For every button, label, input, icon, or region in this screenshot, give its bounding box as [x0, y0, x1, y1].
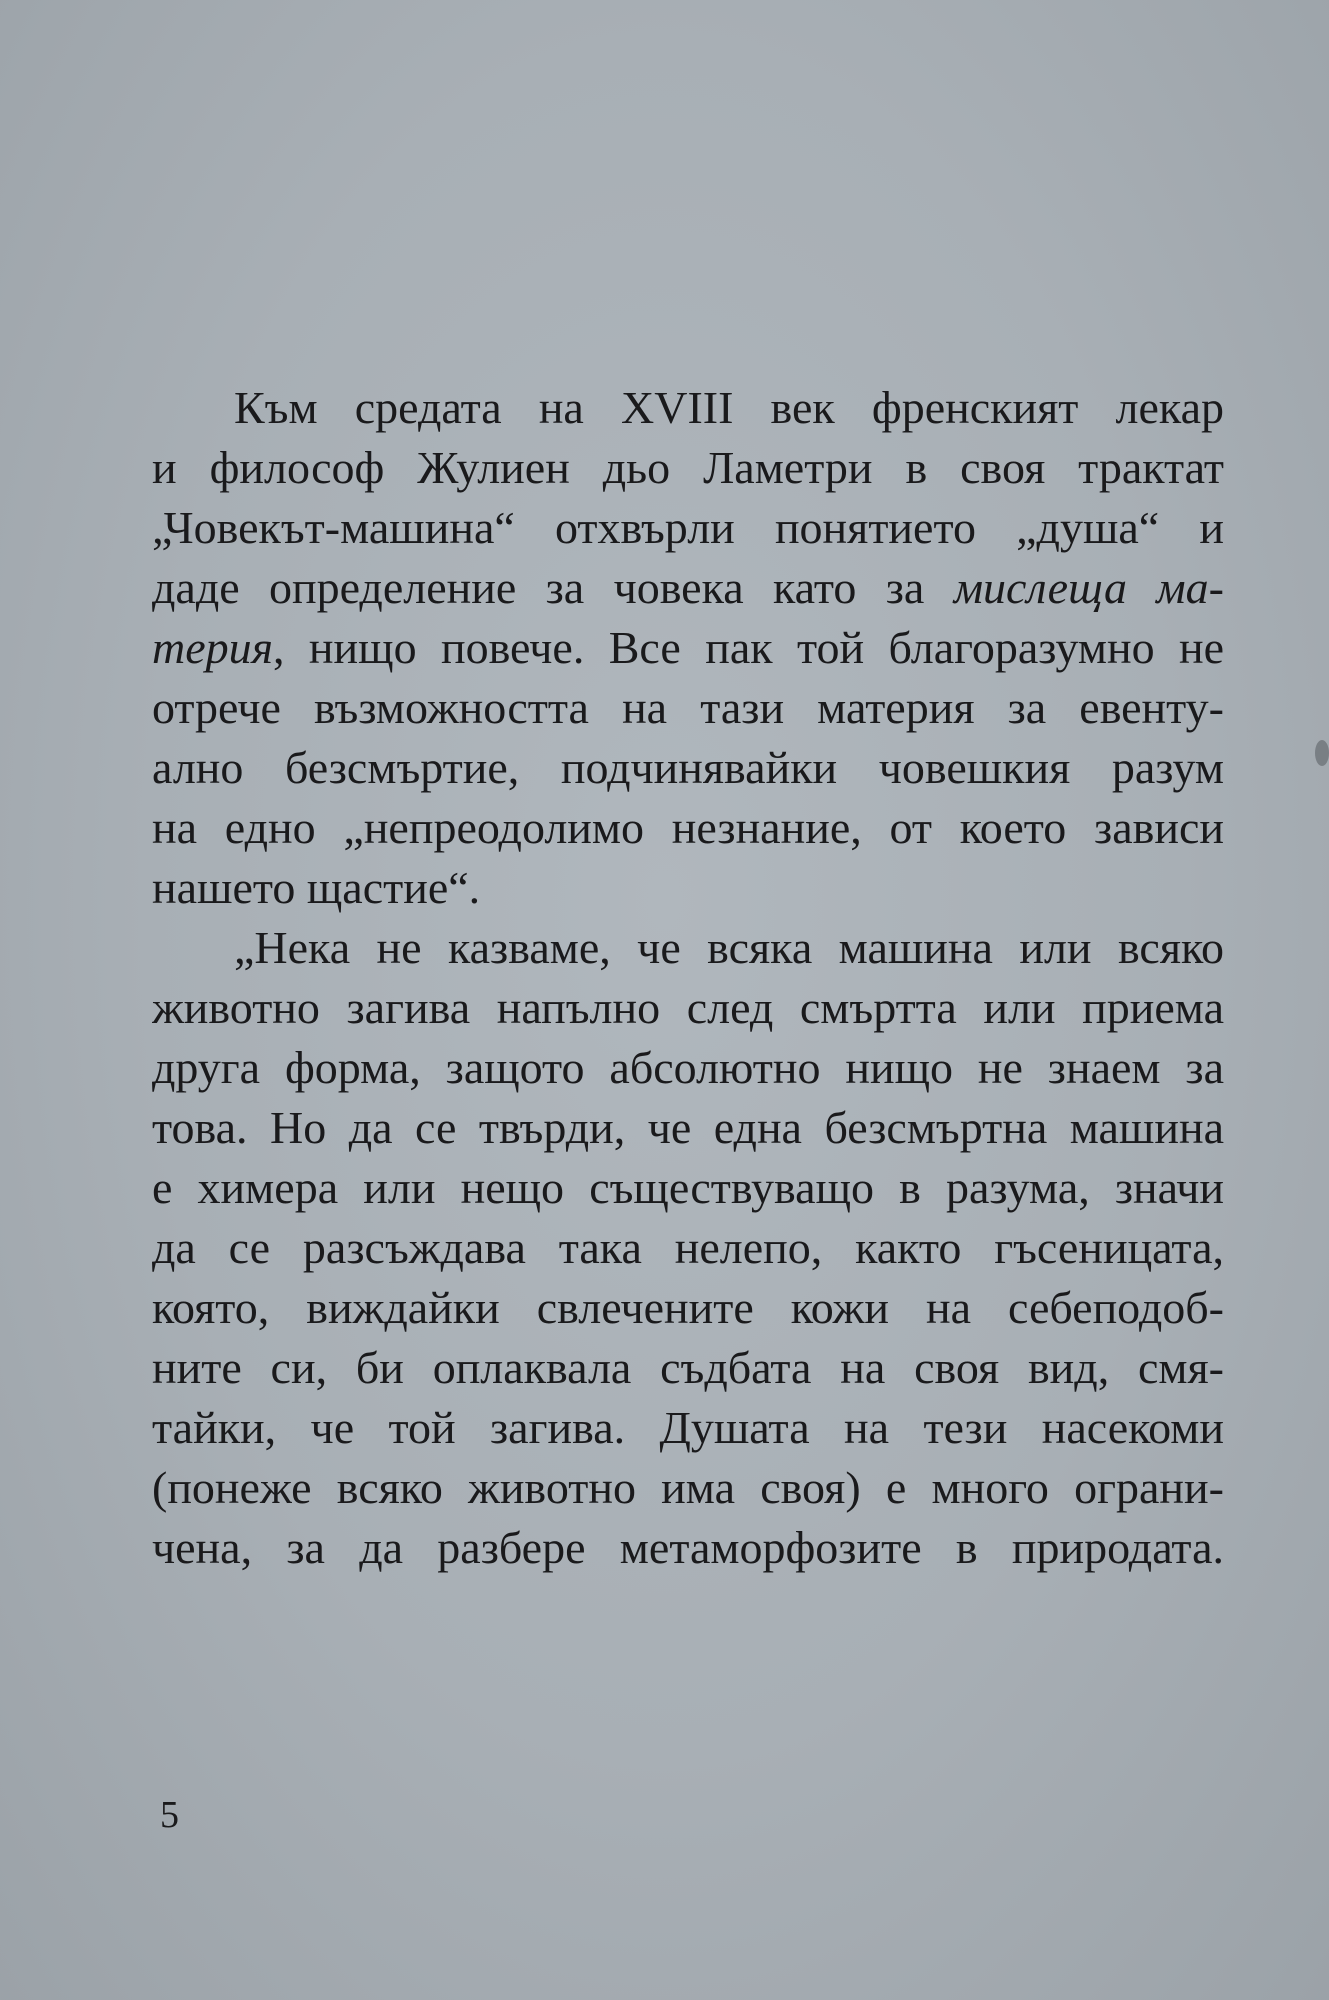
text-line [152, 1338, 1224, 1398]
text-line [152, 738, 1224, 798]
text-segment: ните си, би оплаквала съдбата на своя вид, смя- [152, 1342, 1224, 1393]
text-line [152, 498, 1224, 558]
text-line [152, 558, 1224, 618]
paragraph [152, 918, 1224, 1578]
text-line [152, 1038, 1224, 1098]
text-line [152, 378, 1224, 438]
page-number: 5 [160, 1794, 179, 1836]
italic-text: мислеща ма- [953, 562, 1224, 613]
text-line [152, 798, 1224, 858]
text-segment: и философ Жулиен дьо Ламетри в своя трактат [152, 442, 1224, 493]
text-segment: чена, за да разбере метаморфозите в природата. [152, 1522, 1224, 1573]
text-segment: тайки, че той загива. Душата на тези насекоми [152, 1402, 1224, 1453]
text-segment: на едно „непреодолимо незнание, от което зависи [152, 802, 1224, 853]
text-segment: даде определение за човека като за [152, 562, 954, 613]
text-line [152, 1398, 1224, 1458]
text-segment: животно загива напълно след смъртта или приема [152, 982, 1224, 1033]
text-line [152, 1098, 1224, 1158]
text-line [152, 1218, 1224, 1278]
page-blemish [1315, 740, 1329, 766]
text-line [152, 978, 1224, 1038]
text-segment: „Човекът-машина“ отхвърли понятието „душа“ и [152, 502, 1224, 553]
text-segment: ално безсмъртие, подчинявайки човешкия разум [152, 742, 1224, 793]
text-line [152, 858, 1224, 918]
text-line [152, 1518, 1224, 1578]
text-line [152, 1278, 1224, 1338]
text-segment: „Нека не казваме, че всяка машина или всяко [234, 922, 1224, 973]
text-segment: отрече възможността на тази материя за евенту- [152, 682, 1224, 733]
text-segment: да се разсъждава така нелепо, както гъсеницата, [152, 1222, 1224, 1273]
text-line [152, 678, 1224, 738]
text-segment: нашето щастие“. [152, 862, 481, 913]
text-line [152, 438, 1224, 498]
text-line [152, 1458, 1224, 1518]
text-line [152, 918, 1224, 978]
text-segment: Към средата на XVIII век френският лекар [234, 382, 1224, 433]
body-text [152, 378, 1224, 1578]
text-line [152, 1158, 1224, 1218]
text-segment: това. Но да се твърди, че една безсмъртна машина [152, 1102, 1224, 1153]
text-segment: друга форма, защото абсолютно нищо не знаем за [152, 1042, 1224, 1093]
text-line [152, 618, 1224, 678]
text-segment: (понеже всяко животно има своя) е много ограни- [152, 1462, 1224, 1513]
text-segment: която, виждайки свлечените кожи на себеподоб- [152, 1282, 1224, 1333]
text-segment: е химера или нещо съществуващо в разума, значи [152, 1162, 1224, 1213]
italic-text: терия [152, 622, 274, 673]
text-segment: , нищо повече. Все пак той благоразумно не [273, 622, 1224, 673]
paragraph [152, 378, 1224, 918]
